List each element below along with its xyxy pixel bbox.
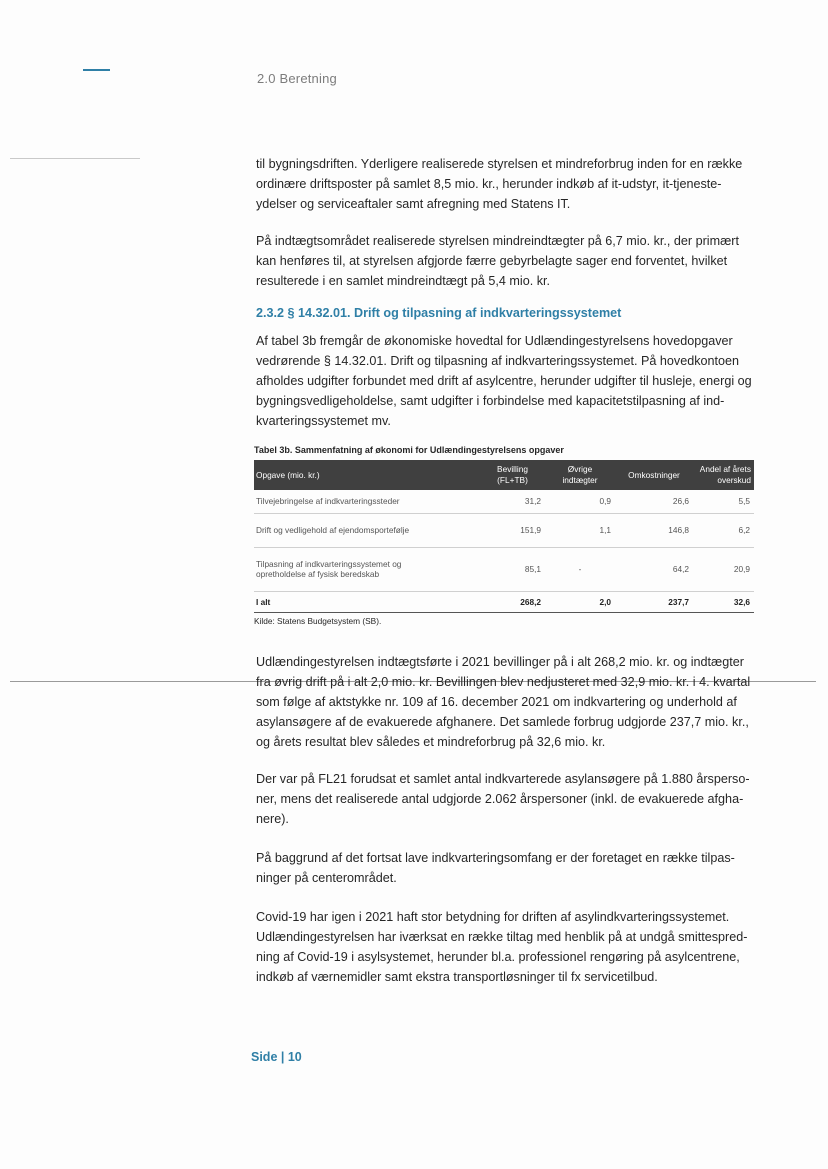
table-source: Kilde: Statens Budgetsystem (SB). [254,615,382,626]
column-header-grant: Bevilling (FL+TB) [480,460,545,490]
paragraph: Der var på FL21 forudsat et samlet antal indkvarterede asylansøgere på 1.880 årspersoner, mens det realiserede antal udgjorde 2.062 årspersoner (inkl. de evakuerede afghanere). [256,771,750,826]
cell-grant: 31,2 [480,490,545,513]
table-total-row [254,591,754,612]
accent-rule [83,69,110,71]
paragraph: På indtægtsområdet realiserede styrelsen mindreindtægter på 6,7 mio. kr., der primært kan henføres til, at styrelsen afgjorde færre gebyrbelagte sager end forventet, hvilket resulterede i en samlet mindreindtægt på 5,4 mio. kr. [256,234,739,288]
table-caption: Tabel 3b. Sammenfatning af økonomi for Udlændingestyrelsens opgaver [254,445,564,455]
cell-costs: 64,2 [615,547,693,591]
paragraph: til bygningsdriften. Yderligere realiserede styrelsen et mindreforbrug inden for en række ordinære driftsposter på samlet 8,5 mio. kr., herunder indkøb af it-udstyr, it-tjenesteydelser og serviceaftaler samt afregning med Statens IT. [256,157,743,211]
cell-total-other-income: 2,0 [545,591,615,612]
column-header-costs: Omkostninger [615,460,693,490]
paragraph: Af tabel 3b fremgår de økonomiske hovedtal for Udlændingestyrelsens hovedopgaver vedrørende § 14.32.01. Drift og tilpasning af indkvarteringssystemet. På hovedkontoen afholdes udgifter forbundet med drift af asylcentre, herunder udgifter til husleje, energi og bygningsvedligeholdelse, samt udgifter i forbindelse med kapacitetstilpasning af indkvarteringssystemet mv. [256,334,752,428]
paragraph: Covid-19 har igen i 2021 haft stor betydning for driften af asylindkvarteringssystemet. Udlændingestyrelsen har iværksat en række tiltag med henblik på at undgå smittespredning af Covid-19 i asylsystemet, herunder bl.a. professionel rengøring på asylcentrene, indkøb af værnemidler samt ekstra transportløsninger til fx servicetilbud. [256,909,748,984]
cell-other-income: 0,9 [545,490,615,513]
column-header-other-income: Øvrige indtægter [545,460,615,490]
column-header-task: Opgave (mio. kr.) [254,460,480,490]
cell-total-share: 32,6 [693,591,754,612]
scan-artifact-line [10,158,140,159]
cell-share: 5,5 [693,490,754,513]
cell-grant: 85,1 [480,547,545,591]
cell-total-grant: 268,2 [480,591,545,612]
cell-costs: 146,8 [615,513,693,547]
cell-share: 6,2 [693,513,754,547]
cell-other-income: 1,1 [545,513,615,547]
table-row [254,547,754,591]
page-body [256,154,756,1004]
cell-total-label: I alt [254,591,480,612]
economy-table [254,460,754,613]
table-header-row [254,460,754,490]
page-number: Side | 10 [251,1050,302,1064]
table-row [254,513,754,547]
cell-other-income: - [545,547,615,591]
table-row [254,490,754,513]
cell-task: Drift og vedligehold af ejendomsportefølje [254,513,480,547]
cell-task: Tilvejebringelse af indkvarteringssteder [254,490,480,513]
cell-total-costs: 237,7 [615,591,693,612]
cell-grant: 151,9 [480,513,545,547]
paragraph: Udlændingestyrelsen indtægtsførte i 2021 bevillinger på i alt 268,2 mio. kr. og indtægter fra øvrig drift på i alt 2,0 mio. kr. Bevillingen blev nedjusteret med 32,9 mio. kr. i 4. kvartal som følge af aktstykke nr. 109 af 16. december 2021 om indkvartering og underhold af asylansøgere af de evakuerede afghanere. Det samlede forbrug udgjorde 237,7 mio. kr., og årets resultat blev således et mindreforbrug på 32,6 mio. kr. [256,654,751,749]
cell-share: 20,9 [693,547,754,591]
section-heading: 2.3.2 § 14.32.01. Drift og tilpasning af indkvarteringssystemet [256,306,622,320]
cell-task: Tilpasning af indkvarteringssystemet og opretholdelse af fysisk beredskab [254,547,480,591]
column-header-share: Andel af årets overskud [693,460,754,490]
paragraph: På baggrund af det fortsat lave indkvarteringsomfang er der foretaget en række tilpasninger på centerområdet. [256,850,735,885]
cell-costs: 26,6 [615,490,693,513]
running-header: 2.0 Beretning [257,71,337,86]
